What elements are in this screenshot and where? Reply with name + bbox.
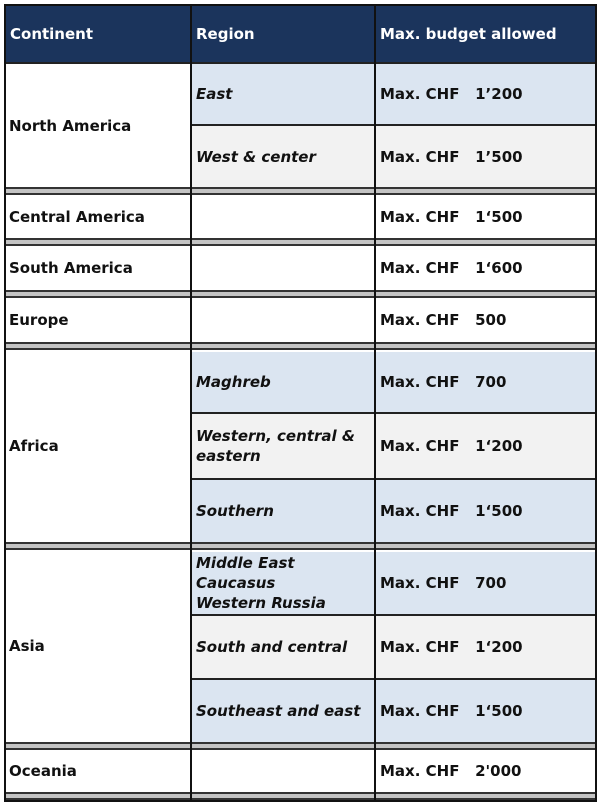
continent-cell: South America <box>9 259 133 277</box>
budget-cell: Max. CHF 1‘500 <box>380 502 523 520</box>
region-cell: South and central <box>196 638 348 656</box>
group-separator <box>6 290 595 298</box>
budget-cell: Max. CHF 1’500 <box>380 147 523 166</box>
header-budget: Max. budget allowed <box>380 25 557 43</box>
region-cell <box>192 750 374 792</box>
budget-cell: Max. CHF 1‘500 <box>380 207 523 226</box>
group-separator <box>6 238 595 246</box>
table-header <box>6 6 595 62</box>
region-line: Western Russia <box>196 594 326 612</box>
continent-cell: Asia <box>9 637 45 655</box>
budget-cell: Max. CHF 700 <box>380 574 507 592</box>
budget-cell: Max. CHF 1‘500 <box>380 702 523 720</box>
region-cell: Southern <box>196 502 274 520</box>
group-separator <box>6 742 595 750</box>
budget-cell: Max. CHF 1‘200 <box>380 437 523 455</box>
budget-cell: Max. CHF 2'000 <box>380 762 522 780</box>
budget-table <box>4 4 597 802</box>
group-separator <box>6 342 595 350</box>
region-cell: Southeast and east <box>196 702 361 720</box>
continent-cell: Europe <box>9 311 69 329</box>
budget-cell: Max. CHF 1’200 <box>380 85 523 103</box>
header-region: Region <box>196 25 255 43</box>
continent-cell: North America <box>9 116 132 135</box>
group-separator <box>6 187 595 195</box>
continent-cell: Central America <box>9 207 145 226</box>
region-cell <box>192 552 374 614</box>
budget-cell: Max. CHF 500 <box>380 311 507 329</box>
budget-cell: Max. CHF 1‘600 <box>380 259 523 277</box>
region-line: Caucasus <box>196 574 276 592</box>
group-separator <box>6 542 595 550</box>
continent-cell: Oceania <box>9 762 77 780</box>
header-continent: Continent <box>10 25 94 43</box>
region-cell: Western, central & eastern <box>196 427 355 465</box>
region-cell <box>192 246 374 290</box>
group-separator <box>6 792 595 800</box>
region-cell: Maghreb <box>196 373 271 391</box>
region-cell: West & center <box>196 147 316 166</box>
region-cell: East <box>196 85 233 103</box>
region-cell <box>192 195 374 238</box>
region-line: Middle East <box>196 554 295 572</box>
budget-cell: Max. CHF 700 <box>380 373 507 391</box>
budget-cell: Max. CHF 1‘200 <box>380 638 523 656</box>
continent-cell: Africa <box>9 437 59 455</box>
region-cell <box>192 298 374 342</box>
